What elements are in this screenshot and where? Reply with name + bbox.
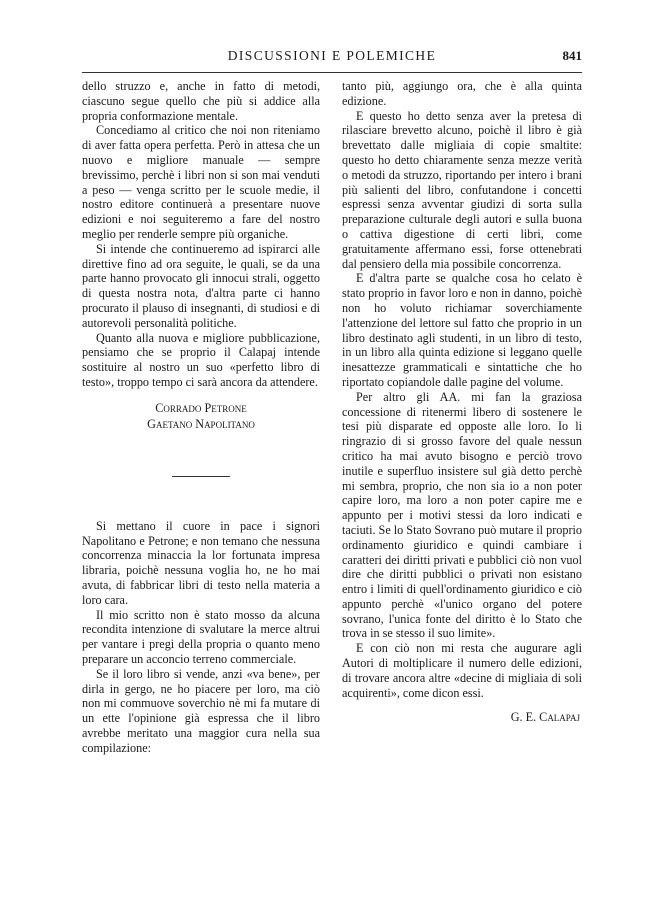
paragraph: Per altro gli AA. mi fan la graziosa concessione di ritenermi libero di sostenere le tesi più disparate ed opposte alle loro. Io li ringrazio di si grosso favore del quale nessun critico ha mai avuto bisogno e perciò trovo inutile e superfluo insistere sul già detto perchè mi sembra, proprio, che non sia io a non poter capire loro, ma loro a non poter capire me e appunto per i motivi stessi da loro indicati e taciuti. Se lo Stato Sovrano può mutare il proprio ordinamento giuridico e quindi cambiare i caratteri dei diritti privati e pubblici ciò non vuol dire che diritti pubblici o privati non esistano entro i limiti di quell'ordinamento giuridico e ciò appunto perchè «l'unico organo del potere sovrano, l'unica fonte del diritto è lo Stato che trova in se stesso il suo limite». xyxy=(342,389,582,641)
paragraph: Si intende che continueremo ad ispirarci alle direttive fino ad ora seguite, le quali, se da una parte hanno provocato gli innocui strali, oggetto di questa nostra nota, d'altra parte ci hanno procurato il plauso di insegnanti, di studiosi e di autorevoli personalità politiche. xyxy=(82,241,320,330)
paragraph: E questo ho detto senza aver la pretesa di rilasciare brevetto alcuno, poichè il libro è già brevettato dalle migliaia di copie smaltite: questo ho detto chiaramente senza mezze verità o metodi da struzzo, riportando per intero i brani più salienti del libro, confutandone i concetti espressi senza avventar giudizi di sorta sulla preparazione culturale degli autori e sulla buona o cattiva digestione di certi libri, come gratuitamente affermano essi, forse ottenebrati dal pensiero della mia possibile concorrenza. xyxy=(342,108,582,271)
paragraph: Si mettano il cuore in pace i signori Napolitano e Petrone; e non temano che nessuna concorrenza minaccia la lor fortunata impresa libraria, poichè nessuna voglia ho, ne ho mai avuta, di fabbricar libri di testo nella materia a loro cara. xyxy=(82,518,320,607)
signature-petrone: Corrado Petrone xyxy=(155,400,247,415)
page-header xyxy=(82,48,582,70)
paragraph: E con ciò non mi resta che augurare agli Autori di moltiplicare il numero delle edizioni, di trovare ancora altre «decine di migliaia di soli acquirenti», come dicon essi. xyxy=(342,641,582,700)
left-column xyxy=(82,79,320,755)
paragraph: Concediamo al critico che noi non riteniamo di aver fatta opera perfetta. Però in attesa che un nuovo e migliore manuale — sempre brevissimo, perchè i libri non si son mai venduti a peso — venga scritto per le scuole medie, il nostro editore continuerà a presentare nuove edizioni e noi seguiteremo a fare del nostro meglio per renderle sempre più organiche. xyxy=(82,123,320,241)
paragraph: E d'altra parte se qualche cosa ho celato è stato proprio in favor loro e non in danno, poichè non ho voluto richiamar soverchiamente l'attenzione del lettore sul fatto che proprio in un libro destinato agli studenti, in un libro di testo, in un libro alla quinta edizione si leggano quelle inesattezze grammaticali e sintattiche che ho riportato copiandole dalle pagine del volume. xyxy=(342,271,582,389)
page-number: 841 xyxy=(562,48,582,63)
paragraph: tanto più, aggiungo ora, che è alla quinta edizione. xyxy=(342,79,582,108)
paragraph: Quanto alla nuova e migliore pubblicazione, pensiamo che se proprio il Calapaj intende sostituire al nostro un suo «perfetto libro di testo», troppo tempo ci sarà ancora da attendere. xyxy=(82,330,320,389)
signature-napolitano: Gaetano Napolitano xyxy=(147,416,255,431)
section-divider xyxy=(172,476,230,477)
header-rule xyxy=(82,72,582,73)
paragraph: Se il loro libro si vende, anzi «va bene», per dirla in gergo, ne ho piacere per loro, ma ciò non mi commuove soverchio nè mi fa mutare di un ette l'opinione già espressa che il libro avrebbe meritato una maggior cura nella sua compilazione: xyxy=(82,666,320,755)
signature-calapaj: G. E. Calapaj xyxy=(510,710,580,725)
running-head: DISCUSSIONI E POLEMICHE xyxy=(227,48,437,63)
right-column xyxy=(342,79,582,725)
paragraph: Il mio scritto non è stato mosso da alcuna recondita intenzione di svalutare la merce altrui per vantare i pregi della propria o quanto meno preparare un acconcio terreno commerciale. xyxy=(82,607,320,666)
paragraph: dello struzzo e, anche in fatto di metodi, ciascuno segue quello che più si addice alla propria conformazione mentale. xyxy=(82,79,320,123)
